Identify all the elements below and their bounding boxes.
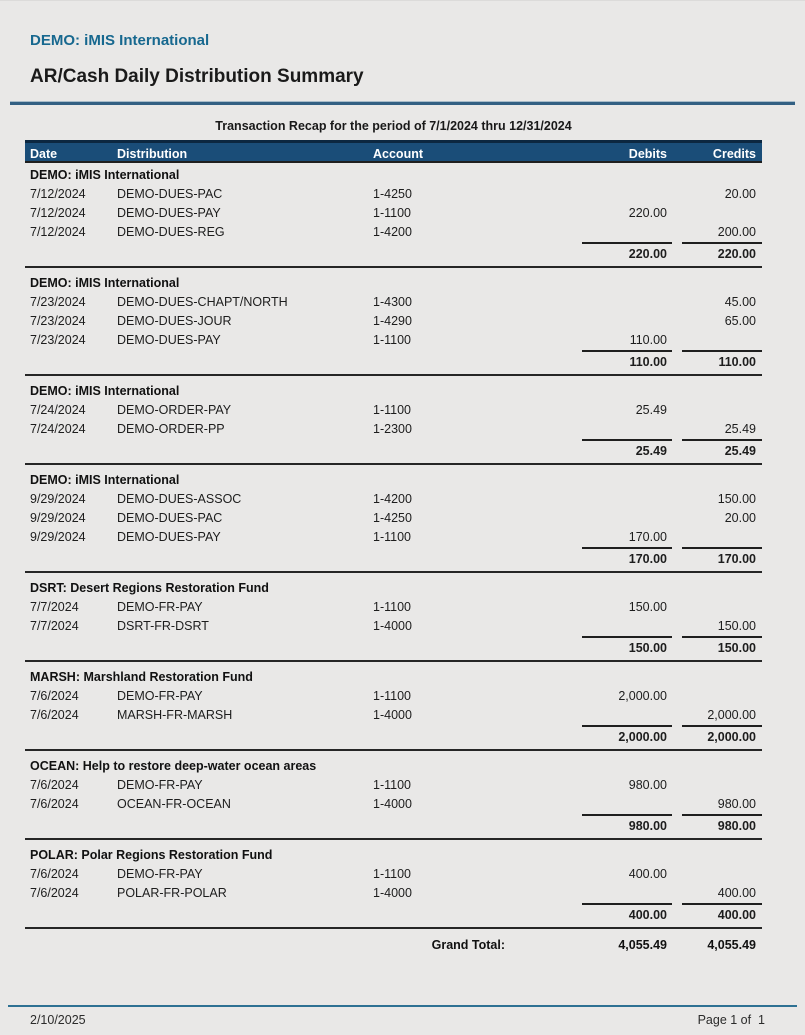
row-date: 7/6/2024 (30, 797, 79, 811)
row-account: 1-4200 (373, 225, 412, 239)
report-group (25, 667, 762, 751)
subtotal-credits: 400.00 (717, 908, 756, 922)
table-row (25, 185, 762, 204)
row-credits: 2,000.00 (707, 708, 756, 722)
row-credits: 150.00 (717, 492, 756, 506)
subtotal-spacer (25, 640, 505, 657)
row-account: 1-4200 (373, 492, 412, 506)
row-date: 7/23/2024 (30, 333, 86, 347)
row-date: 9/29/2024 (30, 492, 86, 506)
row-debits (505, 420, 672, 439)
subtotal-credits: 110.00 (718, 355, 756, 369)
row-distribution: DEMO-FR-PAY (117, 778, 203, 792)
table-header-row (25, 140, 762, 163)
row-credits (672, 204, 762, 223)
row-distribution: DEMO-FR-PAY (117, 689, 203, 703)
row-debits (505, 509, 672, 528)
row-debits: 150.00 (628, 600, 667, 614)
group-divider (25, 571, 762, 573)
table-row (25, 687, 762, 706)
table-row (25, 776, 762, 795)
subtotal-debits: 980.00 (628, 819, 667, 833)
grand-total-credits: 4,055.49 (707, 938, 756, 952)
table-row (25, 401, 762, 420)
row-date: 7/7/2024 (30, 619, 79, 633)
row-account: 1-1100 (373, 333, 411, 347)
report-group (25, 165, 762, 268)
subtotal-row (25, 551, 762, 568)
row-date: 7/23/2024 (30, 314, 86, 328)
table-row (25, 884, 762, 903)
debits-rule-line (582, 439, 672, 441)
row-distribution: DEMO-DUES-JOUR (117, 314, 232, 328)
row-date: 7/23/2024 (30, 295, 86, 309)
row-account: 1-1100 (373, 689, 411, 703)
debits-rule-line (582, 547, 672, 549)
credits-rule-line (682, 439, 762, 441)
credits-rule-line (682, 725, 762, 727)
row-debits (505, 795, 672, 814)
row-credits (672, 598, 762, 617)
credits-rule-line (682, 903, 762, 905)
subtotal-debits: 110.00 (629, 355, 667, 369)
row-credits: 65.00 (724, 314, 756, 328)
row-distribution: DEMO-ORDER-PAY (117, 403, 232, 417)
subtotal-spacer (25, 907, 505, 924)
row-account: 1-1100 (373, 206, 411, 220)
subtotal-row (25, 729, 762, 746)
row-date: 7/6/2024 (30, 778, 79, 792)
report-group (25, 470, 762, 573)
group-title: DEMO: iMIS International (30, 276, 180, 290)
row-credits: 45.00 (724, 295, 756, 309)
row-date: 7/24/2024 (30, 403, 86, 417)
row-date: 7/24/2024 (30, 422, 86, 436)
footer-row (0, 1007, 805, 1027)
row-credits: 200.00 (717, 225, 756, 239)
subtotal-row (25, 246, 762, 263)
group-title: OCEAN: Help to restore deep-water ocean areas (30, 759, 317, 773)
table-row (25, 706, 762, 725)
subtotal-credits: 2,000.00 (707, 730, 756, 744)
subtotal-spacer (25, 729, 505, 746)
row-debits: 980.00 (628, 778, 667, 792)
col-header-date: Date (30, 147, 58, 161)
subtotal-credits: 25.49 (724, 444, 756, 458)
row-debits (505, 884, 672, 903)
debits-rule-line (582, 814, 672, 816)
subtotal-spacer (25, 246, 505, 263)
row-credits: 20.00 (724, 511, 756, 525)
subtotal-row (25, 640, 762, 657)
row-distribution: POLAR-FR-POLAR (117, 886, 227, 900)
grand-total-label: Grand Total: (431, 938, 505, 952)
table-row (25, 223, 762, 242)
table-row (25, 331, 762, 350)
row-account: 1-1100 (373, 867, 411, 881)
footer-date: 2/10/2025 (30, 1013, 86, 1027)
row-debits (505, 312, 672, 331)
row-credits: 20.00 (724, 187, 756, 201)
row-distribution: DEMO-DUES-REG (117, 225, 225, 239)
group-divider (25, 463, 762, 465)
row-credits (672, 528, 762, 547)
subtotal-spacer (25, 551, 505, 568)
debits-rule-line (582, 242, 672, 244)
row-account: 1-2300 (373, 422, 412, 436)
row-account: 1-1100 (373, 778, 411, 792)
row-account: 1-1100 (373, 600, 411, 614)
page-footer (0, 1005, 805, 1027)
report-group (25, 578, 762, 662)
debits-rule-line (582, 725, 672, 727)
report-table (25, 140, 762, 956)
report-group (25, 381, 762, 465)
credits-rule-line (682, 242, 762, 244)
row-credits (672, 331, 762, 350)
col-header-debits: Debits (628, 147, 667, 161)
group-title: POLAR: Polar Regions Restoration Fund (30, 848, 273, 862)
row-account: 1-4000 (373, 619, 412, 633)
subtotal-debits: 2,000.00 (618, 730, 667, 744)
table-row (25, 509, 762, 528)
row-debits: 220.00 (628, 206, 667, 220)
table-row (25, 528, 762, 547)
report-groups (25, 165, 762, 929)
report-group (25, 273, 762, 376)
row-distribution: DEMO-DUES-PAC (117, 511, 223, 525)
table-row (25, 795, 762, 814)
grand-total-row (25, 934, 762, 956)
table-row (25, 312, 762, 331)
row-distribution: DEMO-DUES-PAC (117, 187, 223, 201)
title-divider (10, 101, 795, 105)
table-row (25, 617, 762, 636)
table-row (25, 490, 762, 509)
subtotal-debits: 150.00 (628, 641, 667, 655)
table-row (25, 865, 762, 884)
table-row (25, 204, 762, 223)
row-date: 7/6/2024 (30, 867, 79, 881)
table-row (25, 293, 762, 312)
page-title: AR/Cash Daily Distribution Summary (30, 66, 364, 87)
row-account: 1-1100 (373, 403, 411, 417)
row-distribution: DSRT-FR-DSRT (117, 619, 209, 633)
row-credits (672, 776, 762, 795)
row-debits (505, 185, 672, 204)
group-divider (25, 266, 762, 268)
row-distribution: DEMO-DUES-ASSOC (117, 492, 242, 506)
subtotal-debits: 170.00 (628, 552, 667, 566)
subtotal-spacer (25, 354, 505, 371)
credits-rule-line (682, 636, 762, 638)
group-divider (25, 838, 762, 840)
row-account: 1-4000 (373, 797, 412, 811)
row-date: 9/29/2024 (30, 530, 86, 544)
subtotal-row (25, 907, 762, 924)
row-debits (505, 490, 672, 509)
group-divider (25, 927, 762, 929)
subtotal-debits: 400.00 (628, 908, 667, 922)
row-debits (505, 223, 672, 242)
row-date: 7/6/2024 (30, 708, 79, 722)
row-account: 1-4000 (373, 886, 412, 900)
group-title: DEMO: iMIS International (30, 384, 180, 398)
subtotal-credits: 220.00 (717, 247, 756, 261)
row-date: 7/12/2024 (30, 187, 86, 201)
group-title: DSRT: Desert Regions Restoration Fund (30, 581, 269, 595)
row-date: 7/6/2024 (30, 689, 79, 703)
group-title: DEMO: iMIS International (30, 168, 180, 182)
row-debits: 400.00 (628, 867, 667, 881)
credits-rule-line (682, 350, 762, 352)
row-date: 7/12/2024 (30, 225, 86, 239)
subtotal-credits: 170.00 (717, 552, 756, 566)
row-credits: 980.00 (717, 797, 756, 811)
row-distribution: OCEAN-FR-OCEAN (117, 797, 231, 811)
row-credits: 25.49 (724, 422, 756, 436)
subtotal-spacer (25, 818, 505, 835)
row-debits: 110.00 (629, 333, 667, 347)
group-title: MARSH: Marshland Restoration Fund (30, 670, 253, 684)
group-divider (25, 660, 762, 662)
col-header-account: Account (373, 147, 423, 161)
row-debits: 25.49 (635, 403, 667, 417)
debits-rule-line (582, 903, 672, 905)
row-debits: 170.00 (628, 530, 667, 544)
subtotal-credits: 150.00 (717, 641, 756, 655)
row-credits (672, 401, 762, 420)
report-group (25, 756, 762, 840)
debits-rule-line (582, 636, 672, 638)
row-account: 1-4000 (373, 708, 412, 722)
row-account: 1-4250 (373, 511, 412, 525)
recap-line: Transaction Recap for the period of 7/1/2024 thru 12/31/2024 (215, 119, 572, 133)
row-distribution: DEMO-DUES-PAY (117, 333, 221, 347)
col-header-credits: Credits (712, 147, 756, 161)
row-distribution: DEMO-ORDER-PP (117, 422, 225, 436)
row-distribution: DEMO-FR-PAY (117, 600, 203, 614)
row-debits (505, 617, 672, 636)
row-distribution: DEMO-FR-PAY (117, 867, 203, 881)
row-account: 1-4250 (373, 187, 412, 201)
group-divider (25, 374, 762, 376)
subtotal-spacer (25, 443, 505, 460)
debits-rule-line (582, 350, 672, 352)
footer-page-number: Page 1 of 1 (697, 1013, 765, 1027)
table-row (25, 598, 762, 617)
subtotal-debits: 220.00 (628, 247, 667, 261)
row-credits (672, 865, 762, 884)
row-credits: 400.00 (717, 886, 756, 900)
group-divider (25, 749, 762, 751)
row-date: 7/7/2024 (30, 600, 79, 614)
subtotal-debits: 25.49 (635, 444, 667, 458)
report-group (25, 845, 762, 929)
row-credits (672, 687, 762, 706)
row-debits (505, 293, 672, 312)
subtotal-row (25, 818, 762, 835)
row-distribution: DEMO-DUES-PAY (117, 530, 221, 544)
credits-rule-line (682, 547, 762, 549)
row-distribution: DEMO-DUES-PAY (117, 206, 221, 220)
grand-total-debits: 4,055.49 (618, 938, 667, 952)
table-row (25, 420, 762, 439)
row-date: 9/29/2024 (30, 511, 86, 525)
col-header-distribution: Distribution (117, 147, 188, 161)
row-account: 1-4300 (373, 295, 412, 309)
subtotal-credits: 980.00 (717, 819, 756, 833)
row-distribution: DEMO-DUES-CHAPT/NORTH (117, 295, 288, 309)
row-debits: 2,000.00 (618, 689, 667, 703)
row-debits (505, 706, 672, 725)
row-date: 7/6/2024 (30, 886, 79, 900)
subtotal-row (25, 443, 762, 460)
subtotal-row (25, 354, 762, 371)
group-title: DEMO: iMIS International (30, 473, 180, 487)
row-date: 7/12/2024 (30, 206, 86, 220)
row-distribution: MARSH-FR-MARSH (117, 708, 233, 722)
row-credits: 150.00 (717, 619, 756, 633)
row-account: 1-1100 (373, 530, 411, 544)
credits-rule-line (682, 814, 762, 816)
row-account: 1-4290 (373, 314, 412, 328)
org-name: DEMO: iMIS International (30, 32, 210, 49)
